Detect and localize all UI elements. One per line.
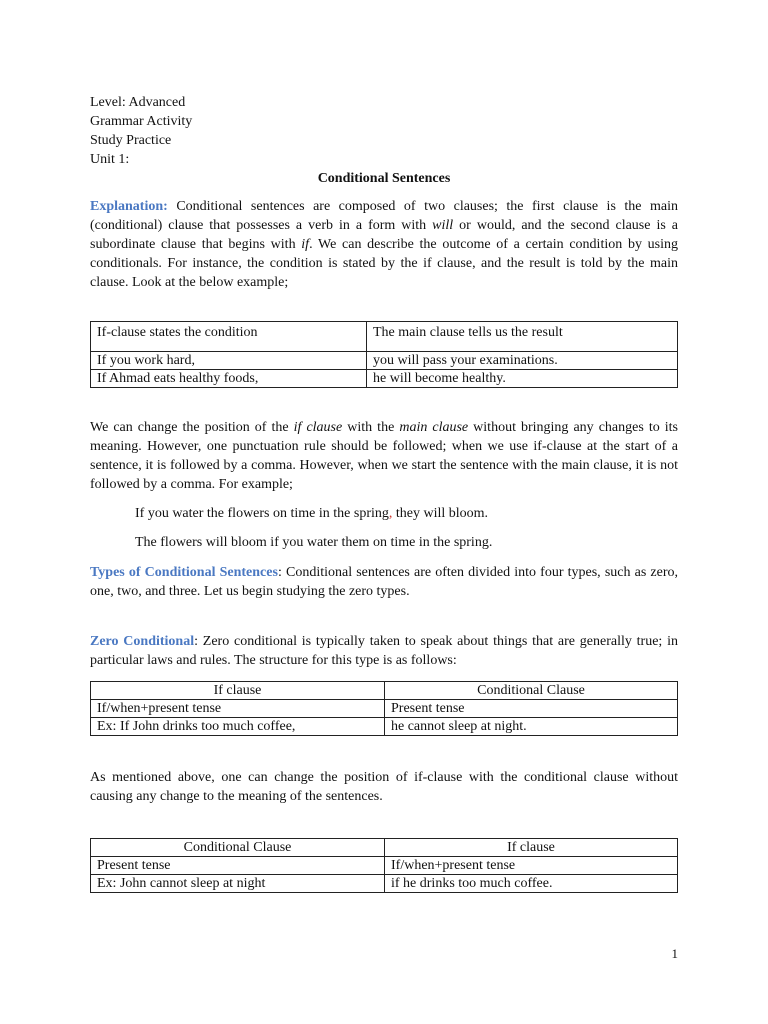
table-cell: Present tense [91,857,385,875]
level-line: Level: Advanced [90,95,186,110]
practice-line: Study Practice [90,133,172,148]
table-cell: If/when+present tense [385,857,678,875]
mentioned-paragraph: As mentioned above, one can change the position of if-clause with the conditional clause without causing any change to the meaning of the sentences. [90,770,678,804]
table-row [91,857,678,875]
zero-conditional-text: : Zero conditional is typically taken to speak about things that are generally true; in particular laws and rules. The structure for this type is as follows: [90,634,678,668]
table-cell: he will become healthy. [367,370,678,388]
table-header-cell: If-clause states the condition [91,322,367,352]
explanation-paragraph [90,197,678,292]
table-header-row [91,322,678,352]
table-cell: If/when+present tense [91,700,385,718]
table-cell: if he drinks too much coffee. [385,875,678,893]
table-cell: If Ahmad eats healthy foods, [91,370,367,388]
types-label: Types of Conditional Sentences [90,565,278,580]
activity-line: Grammar Activity [90,114,193,129]
position-text-2: with the [342,420,400,435]
table-header-cell: Conditional Clause [385,682,678,700]
table-cell: Present tense [385,700,678,718]
example-table-1 [90,321,678,388]
table-row [91,370,678,388]
page-title: Conditional Sentences [317,171,451,186]
example-1-after: they will bloom. [392,506,489,521]
position-text-1: We can change the position of the [90,420,294,435]
zero-conditional-label: Zero Conditional [90,634,195,649]
zero-conditional-paragraph [90,632,678,670]
example-sentence-1 [90,504,678,523]
position-main-clause: main clause [399,420,469,435]
table-cell: Ex: John cannot sleep at night [91,875,385,893]
table-header-row [91,839,678,857]
table-row [91,718,678,736]
types-text: : Conditional sentences are often divided into four types, such as zero, one, two, and three. Let us begin studying the zero types. [90,565,678,599]
table-header-cell: Conditional Clause [91,839,385,857]
table-cell: you will pass your examinations. [367,352,678,370]
document-page [90,93,678,893]
table-header-cell: If clause [91,682,385,700]
types-paragraph [90,563,678,601]
explanation-text-1: Conditional sentences are composed of two clauses; the first clause is the main (conditional) clause that possesses a verb in a form with [90,199,678,233]
position-paragraph [90,418,678,494]
explanation-if: if [301,237,310,252]
explanation-text-3: . We can describe the outcome of a certain condition by using conditionals. For instance, the condition is stated by the if clause, and the result is told by the main clause. Look at the below example; [90,237,678,290]
table-cell: Ex: If John drinks too much coffee, [91,718,385,736]
reversed-conditional-table [90,838,678,893]
table-header-row [91,682,678,700]
explanation-will: will [432,218,454,233]
position-if-clause: if clause [293,420,343,435]
page-number: 1 [671,946,678,961]
explanation-text-2: or would, and the second clause is a subordinate clause that begins with [90,218,679,252]
meta-block [90,93,678,169]
explanation-label: Explanation: [90,199,168,214]
example-1-comma: , [388,506,393,521]
table-row [91,875,678,893]
table-cell: If you work hard, [91,352,367,370]
position-text-3: without bringing any changes to its meaning. However, one punctuation rule should be followed; when we use if-clause at the start of a sentence, it is followed by a comma. However, when we start the sentence with the main clause, it is not followed by a comma. For example; [90,420,679,492]
example-sentence-2: The flowers will bloom if you water them on time in the spring. [135,535,493,550]
table-header-cell: The main clause tells us the result [367,322,678,352]
table-row [91,700,678,718]
table-header-cell: If clause [385,839,678,857]
example-1-before: If you water the flowers on time in the spring [135,506,389,521]
unit-line: Unit 1: [90,152,130,167]
table-row [91,352,678,370]
zero-conditional-table [90,681,678,736]
table-cell: he cannot sleep at night. [385,718,678,736]
